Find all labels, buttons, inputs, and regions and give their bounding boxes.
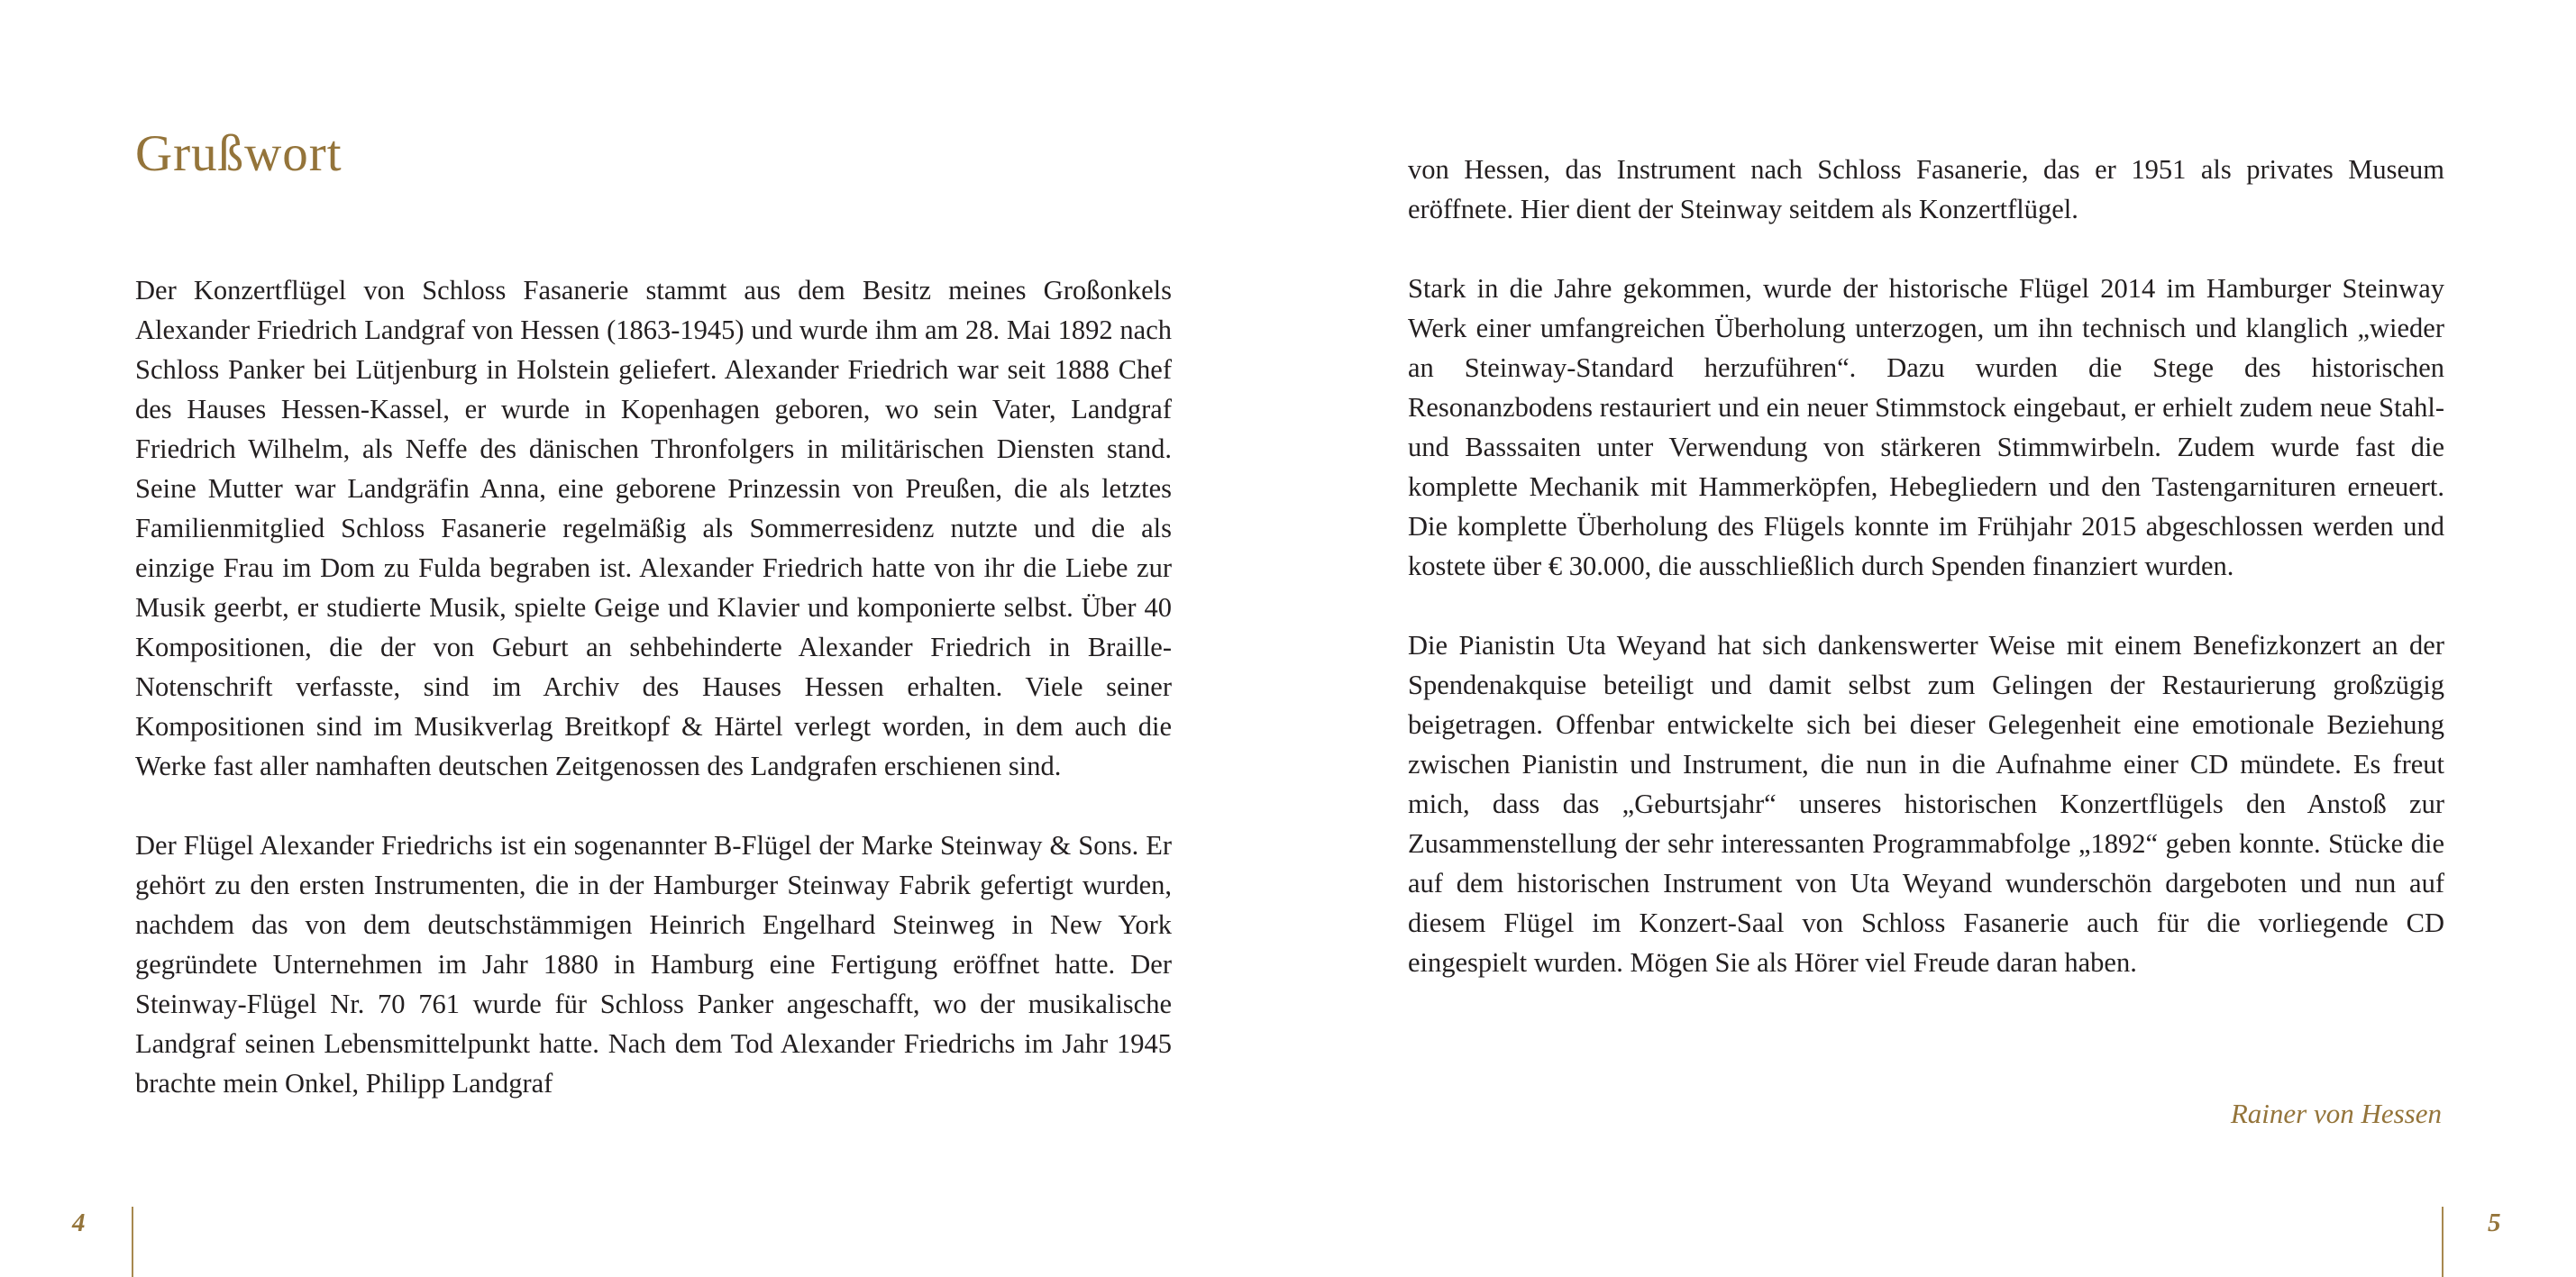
paragraph: Die Pianistin Uta Weyand hat sich dankenswerter Weise mit einem Benefizkonzert an der Spendenakquise beteiligt und damit selbst zum Gelingen der Restaurierung großzügig beigetragen. Offenbar entwickelte sich bei dieser Gelegenheit eine emotionale Beziehung zwischen Pianistin und Instrument, die nun in die Aufnahme einer CD mündete. Es freut mich, dass das „Geburtsjahr“ unseres historischen Konzertflügels den Anstoß zur Zusammenstellung der sehr interessanten Programmabfolge „1892“ geben konnte. Stücke die auf dem historischen Instrument von Uta Weyand wunderschön dargeboten und nun auf diesem Flügel im Konzert-Saal von Schloss Fasanerie auch für die vorliegende CD eingespielt wurden. Mögen Sie als Hörer viel Freude daran haben. bbox=[1408, 630, 2444, 978]
paragraph: von Hessen, das Instrument nach Schloss Fasanerie, das er 1951 als privates Museum eröffnete. Hier dient der Steinway seitdem als Konzertflügel. bbox=[1408, 154, 2444, 224]
paragraph: Der Flügel Alexander Friedrichs ist ein sogenannter B-Flügel der Marke Steinway & Sons. Er gehört zu den ersten Instrumenten, die in der Hamburger Steinway Fabrik gefertigt wurden, nachdem das von dem deutschstämmigen Heinrich Engelhard Steinweg in New York gegründete Unternehmen im Jahr 1880 in Hamburg eine Fertigung eröffnet hatte. Der Steinway-Flügel Nr. 70 761 wurde für Schloss Panker angeschafft, wo der musikalische Landgraf seinen Lebensmittelpunkt hatte. Nach dem Tod Alexander Friedrichs im Jahr 1945 brachte mein Onkel, Philipp Landgraf bbox=[135, 830, 1172, 1099]
page-number-right: 5 bbox=[2488, 1209, 2501, 1237]
folio-divider-left bbox=[132, 1207, 133, 1277]
paragraph: Stark in die Jahre gekommen, wurde der historische Flügel 2014 im Hamburger Steinway Werk einer umfangreichen Überholung unterzogen, um ihn technisch und klanglich „wieder an Steinway-Standard herzuführen“. Dazu wurden die Stege des historischen Resonanzbodens restauriert und ein neuer Stimmstock eingebaut, er erhielt zudem neue Stahl- und Basssaiten unter Verwendung von stärkeren Stimmwirbeln. Zudem wurde fast die komplette Mechanik mit Hammerköpfen, Hebegliedern und den Tastengarnituren erneuert. Die komplette Überholung des Flügels konnte im Frühjahr 2015 abgeschlossen werden und kostete über € 30.000, die ausschließlich durch Spenden finanziert wurden. bbox=[1408, 273, 2444, 581]
signature: Rainer von Hessen bbox=[2230, 1098, 2442, 1129]
page-number-left: 4 bbox=[72, 1209, 86, 1237]
right-page bbox=[1288, 0, 2576, 1277]
page-title: Grußwort bbox=[135, 125, 343, 182]
folio-divider-right bbox=[2442, 1207, 2444, 1277]
right-text-column bbox=[1408, 150, 2444, 982]
paragraph: Der Konzertflügel von Schloss Fasanerie stammt aus dem Besitz meines Großonkels Alexander Friedrich Landgraf von Hessen (1863-1945) und wurde ihm am 28. Mai 1892 nach Schloss Panker bei Lütjenburg in Holstein geliefert. Alexander Friedrich war seit 1888 Chef des Hauses Hessen-Kassel, er wurde in Kopenhagen geboren, wo sein Vater, Landgraf Friedrich Wilhelm, als Neffe des dänischen Thronfolgers in militärischen Diensten stand. Seine Mutter war Landgräfin Anna, eine geborene Prinzessin von Preußen, die als letztes Familienmitglied Schloss Fasanerie regelmäßig als Sommerresidenz nutzte und die als einzige Frau im Dom zu Fulda begraben ist. Alexander Friedrich hatte von ihr die Liebe zur Musik geerbt, er studierte Musik, spielte Geige und Klavier und komponierte selbst. Über 40 Kompositionen, die der von Geburt an sehbehinderte Alexander Friedrich in Braille-Notenschrift verfasste, sind im Archiv des Hauses Hessen erhalten. Viele seiner Kompositionen sind im Musikverlag Breitkopf & Härtel verlegt worden, in dem auch die Werke fast aller namhaften deutschen Zeitgenossen des Landgrafen erschienen sind. bbox=[135, 275, 1172, 781]
left-text-column bbox=[135, 270, 1172, 1103]
